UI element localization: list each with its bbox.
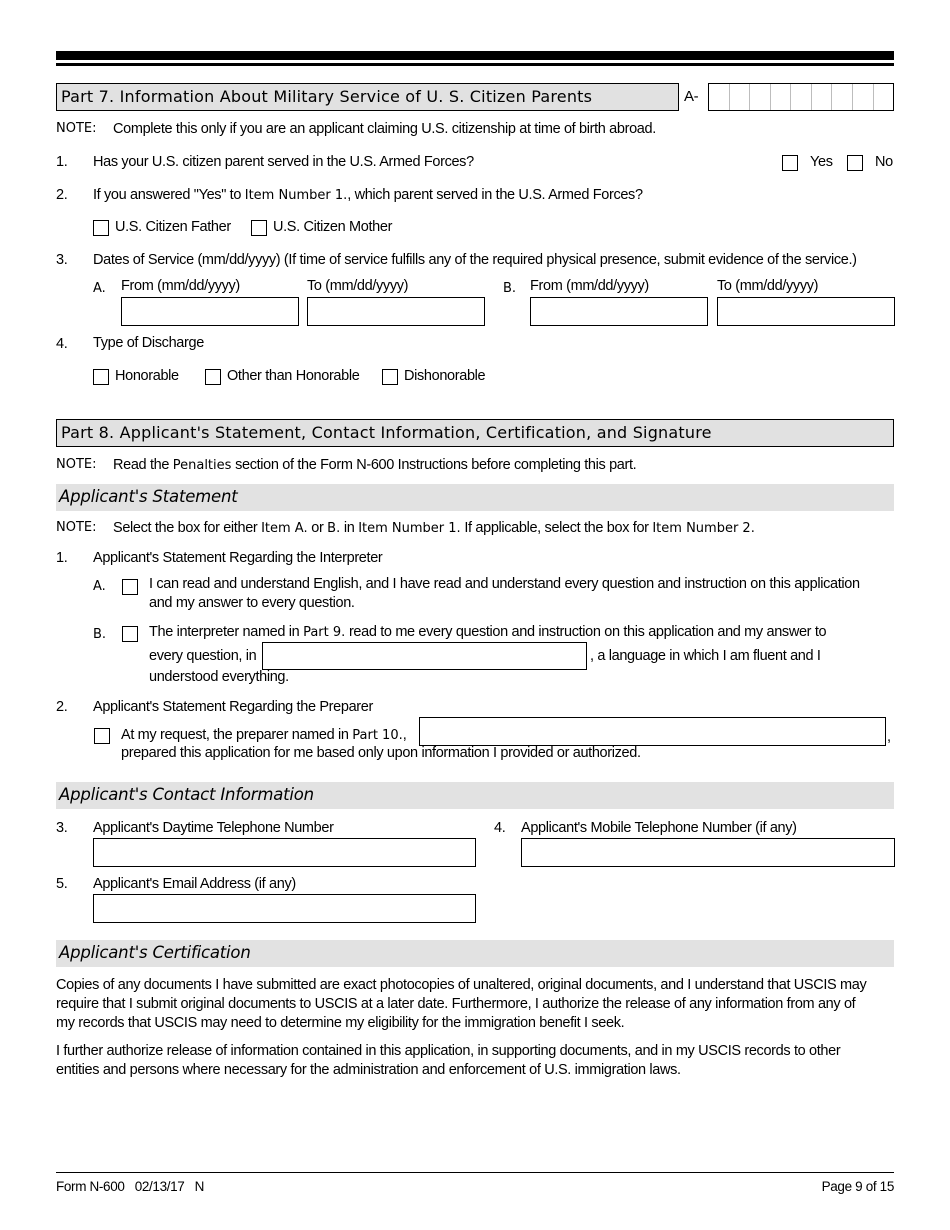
q1-no-checkbox[interactable]: [847, 155, 863, 171]
a-number-cell[interactable]: [832, 84, 853, 110]
certification-para2-line2: entities and persons where necessary for the administration and enforcement of U.S. immigration laws.: [56, 1062, 681, 1078]
statement-q2-line2: prepared this application for me based only upon information I provided or authorized.: [121, 745, 641, 761]
q3-group-a: A.: [93, 281, 106, 296]
honorable-checkbox[interactable]: [93, 369, 109, 385]
a-number-cell[interactable]: [812, 84, 833, 110]
service-a-to-input[interactable]: [307, 297, 485, 326]
certification-para1-line1: Copies of any documents I have submitted are exact photocopies of unaltered, original documents, and I understand that USCIS may: [56, 977, 867, 993]
q3-b-from-label: From (mm/dd/yyyy): [530, 278, 649, 294]
certification-para1-line3: my records that USCIS may need to determine my eligibility for the immigration benefit I seek.: [56, 1015, 625, 1031]
b-line1-ref: Part 9.: [303, 625, 346, 640]
part8-title: Part 8. Applicant's Statement, Contact Information, Certification, and Signature: [56, 419, 894, 447]
part7-title: Part 7. Information About Military Service of U. S. Citizen Parents: [56, 83, 679, 111]
part8-note: [113, 456, 636, 475]
q4-number: 4.: [56, 336, 68, 352]
q1-no-label: No: [875, 154, 893, 170]
statement-note-prefix: NOTE:: [56, 520, 97, 535]
interpreter-language-input[interactable]: [262, 642, 587, 670]
read-english-checkbox[interactable]: [122, 579, 138, 595]
a-number-cell[interactable]: [709, 84, 730, 110]
certification-para2-line1: I further authorize release of information contained in this application, in supporting documents, and in my USCIS records to other: [56, 1043, 841, 1059]
q2-text-a: If you answered "Yes" to: [93, 187, 245, 203]
q2-text-b: , which parent served in the U.S. Armed Forces?: [347, 187, 643, 203]
q3-b-to-label: To (mm/dd/yyyy): [717, 278, 819, 294]
header-thick-rule: [56, 51, 894, 60]
q4-text: Type of Discharge: [93, 335, 204, 351]
statement-note-2: or: [307, 520, 328, 536]
part7-note: Complete this only if you are an applicant claiming U.S. citizenship at time of birth abroad.: [113, 121, 656, 137]
a-number-input[interactable]: [708, 83, 894, 111]
a-number-cell[interactable]: [771, 84, 792, 110]
q1-yes-label: Yes: [810, 154, 833, 170]
service-b-to-input[interactable]: [717, 297, 895, 326]
statement-q1-number: 1.: [56, 550, 68, 566]
footer-rule: [56, 1172, 894, 1173]
statement-q1-text: Applicant's Statement Regarding the Interpreter: [93, 550, 383, 566]
part8-note-a: Read the: [113, 457, 173, 473]
certification-heading: Applicant's Certification: [56, 940, 894, 967]
footer-form-id: Form N-600 02/13/17 N: [56, 1179, 205, 1194]
statement-q1-b-line1: [149, 623, 826, 642]
interpreter-checkbox[interactable]: [122, 626, 138, 642]
statement-note-ref3: Item Number 1.: [358, 521, 461, 536]
q3-group-b: B.: [503, 281, 517, 296]
statement-q1-b-line2b: , a language in which I am fluent and I: [590, 648, 821, 664]
a-number-cell[interactable]: [750, 84, 771, 110]
honorable-label: Honorable: [115, 368, 179, 384]
mobile-phone-input[interactable]: [521, 838, 895, 867]
citizen-father-label: U.S. Citizen Father: [115, 219, 231, 235]
preparer-trailing-comma: ,: [887, 729, 891, 745]
contact-info-heading: Applicant's Contact Information: [56, 782, 894, 809]
statement-q1-b-label: B.: [93, 627, 107, 642]
a-number-cell[interactable]: [791, 84, 812, 110]
applicant-statement-heading: Applicant's Statement: [56, 484, 894, 511]
certification-para1-line2: require that I submit original documents to USCIS at a later date. Furthermore, I authorize the release of any information from any of: [56, 996, 856, 1012]
statement-note-ref4: Item Number 2.: [652, 521, 755, 536]
header-thin-rule: [56, 63, 894, 66]
a-number-label: A-: [684, 88, 699, 105]
q2-line1-ref: Part 10.: [352, 728, 403, 743]
q2-line1-b: ,: [402, 727, 407, 743]
q2-line1-a: At my request, the preparer named in: [121, 727, 353, 743]
statement-note-1: Select the box for either: [113, 520, 262, 536]
contact-q4-label: Applicant's Mobile Telephone Number (if any): [521, 820, 797, 836]
footer-page-number: Page 9 of 15: [821, 1179, 894, 1194]
citizen-mother-label: U.S. Citizen Mother: [273, 219, 393, 235]
b-line1-b: read to me every question and instruction on this application and my answer to: [345, 624, 827, 640]
q2-text: [93, 186, 643, 205]
contact-q5-label: Applicant's Email Address (if any): [93, 876, 296, 892]
a-number-cell[interactable]: [874, 84, 894, 110]
preparer-checkbox[interactable]: [94, 728, 110, 744]
service-a-from-input[interactable]: [121, 297, 299, 326]
dishonorable-checkbox[interactable]: [382, 369, 398, 385]
contact-q3-label: Applicant's Daytime Telephone Number: [93, 820, 334, 836]
citizen-mother-checkbox[interactable]: [251, 220, 267, 236]
statement-q1-a-line2: and my answer to every question.: [149, 595, 355, 611]
part7-note-prefix: NOTE:: [56, 121, 97, 136]
statement-q2-number: 2.: [56, 699, 68, 715]
daytime-phone-input[interactable]: [93, 838, 476, 867]
statement-note-ref2: B.: [327, 521, 341, 536]
statement-q1-b-line2a: every question, in: [149, 648, 257, 664]
q3-a-to-label: To (mm/dd/yyyy): [307, 278, 409, 294]
email-input[interactable]: [93, 894, 476, 923]
q2-ref: Item Number 1.: [244, 188, 348, 203]
q1-number: 1.: [56, 154, 68, 170]
q2-number: 2.: [56, 187, 68, 203]
service-b-from-input[interactable]: [530, 297, 708, 326]
q3-text: Dates of Service (mm/dd/yyyy) (If time of service fulfills any of the required physical presence, submit evidence of the service.): [93, 252, 857, 268]
q3-a-from-label: From (mm/dd/yyyy): [121, 278, 240, 294]
other-than-honorable-checkbox[interactable]: [205, 369, 221, 385]
a-number-cell[interactable]: [730, 84, 751, 110]
statement-q1-b-line3: understood everything.: [149, 669, 289, 685]
other-than-honorable-label: Other than Honorable: [227, 368, 360, 384]
contact-q3-number: 3.: [56, 820, 68, 836]
b-line1-a: The interpreter named in: [149, 624, 304, 640]
preparer-name-input[interactable]: [419, 717, 886, 746]
statement-q1-a-label: A.: [93, 579, 106, 594]
citizen-father-checkbox[interactable]: [93, 220, 109, 236]
statement-q2-text: Applicant's Statement Regarding the Preparer: [93, 699, 373, 715]
statement-note: [113, 519, 755, 538]
part8-note-b: section of the Form N-600 Instructions before completing this part.: [231, 457, 637, 473]
contact-q5-number: 5.: [56, 876, 68, 892]
a-number-cell[interactable]: [853, 84, 874, 110]
statement-note-ref1: Item A.: [261, 521, 308, 536]
part8-note-prefix: NOTE:: [56, 457, 97, 472]
statement-note-4: If applicable, select the box for: [460, 520, 653, 536]
q3-number: 3.: [56, 252, 68, 268]
q1-text: Has your U.S. citizen parent served in the U.S. Armed Forces?: [93, 154, 474, 170]
q1-yes-checkbox[interactable]: [782, 155, 798, 171]
statement-q1-a-line1: I can read and understand English, and I have read and understand every question and instruction on this application: [149, 576, 860, 592]
part8-note-ref: Penalties: [172, 458, 232, 473]
dishonorable-label: Dishonorable: [404, 368, 486, 384]
statement-note-3: in: [340, 520, 359, 536]
contact-q4-number: 4.: [494, 820, 506, 836]
statement-q2-line1: [121, 726, 406, 745]
